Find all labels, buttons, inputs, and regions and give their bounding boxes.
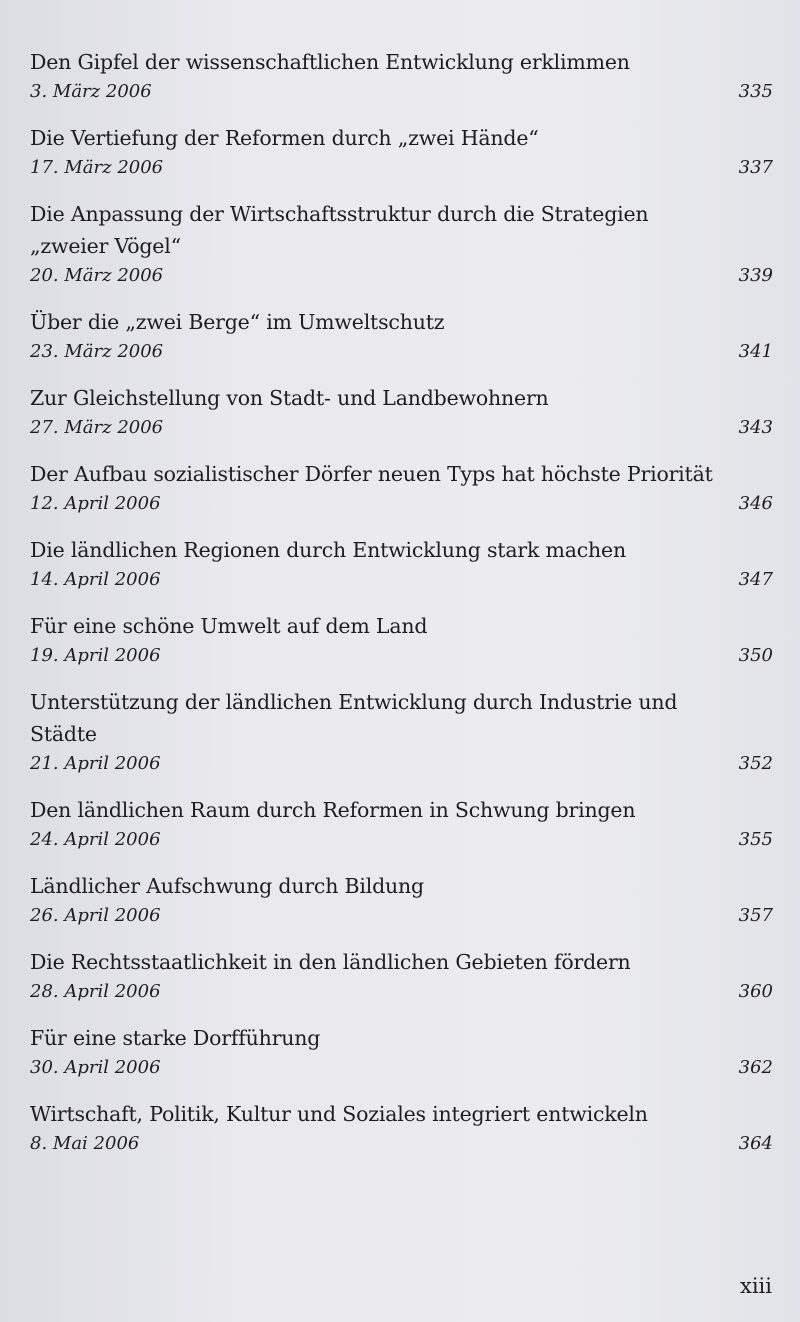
entry-page-number: 346: [738, 493, 773, 514]
toc-entry: [30, 794, 775, 854]
entry-title: Ländlicher Aufschwung durch Bildung: [30, 874, 424, 898]
table-of-contents: [30, 46, 775, 1174]
entry-title: Die Anpassung der Wirtschaftsstruktur durch die Strategien „zweier Vögel“: [30, 202, 649, 258]
entry-dateline: [30, 826, 775, 854]
entry-dateline: [30, 154, 775, 182]
toc-entry: [30, 382, 775, 442]
toc-entry: [30, 198, 775, 290]
entry-date: 30. April 2006: [30, 1057, 161, 1078]
entry-page-number: 341: [738, 341, 773, 362]
toc-entry: [30, 458, 775, 518]
entry-page-number: 347: [738, 569, 773, 590]
entry-dateline: [30, 902, 775, 930]
entry-title: Die Rechtsstaatlichkeit in den ländlichen Gebieten fördern: [30, 950, 631, 974]
entry-dateline: [30, 750, 775, 778]
entry-title: Für eine schöne Umwelt auf dem Land: [30, 614, 428, 638]
toc-entry: [30, 306, 775, 366]
entry-dateline: [30, 566, 775, 594]
entry-page-number: 343: [738, 417, 773, 438]
toc-entry: [30, 1022, 775, 1082]
entry-date: 24. April 2006: [30, 829, 161, 850]
page-folio: xiii: [740, 1274, 772, 1298]
toc-entry: [30, 610, 775, 670]
toc-entry: [30, 686, 775, 778]
entry-title: Wirtschaft, Politik, Kultur und Soziales integriert entwickeln: [30, 1102, 648, 1126]
entry-title: Für eine starke Dorfführung: [30, 1026, 321, 1050]
entry-dateline: [30, 338, 775, 366]
entry-dateline: [30, 642, 775, 670]
toc-entry: [30, 534, 775, 594]
entry-page-number: 357: [738, 905, 773, 926]
entry-title: Den ländlichen Raum durch Reformen in Schwung bringen: [30, 798, 636, 822]
entry-dateline: [30, 262, 775, 290]
entry-title: Die Vertiefung der Reformen durch „zwei Hände“: [30, 126, 539, 150]
entry-title: Der Aufbau sozialistischer Dörfer neuen Typs hat höchste Priorität: [30, 462, 713, 486]
entry-date: 26. April 2006: [30, 905, 161, 926]
entry-date: 27. März 2006: [30, 417, 164, 438]
toc-entry: [30, 46, 775, 106]
entry-title: Über die „zwei Berge“ im Umweltschutz: [30, 310, 445, 334]
entry-date: 3. März 2006: [30, 81, 152, 102]
entry-page-number: 335: [738, 81, 773, 102]
entry-dateline: [30, 490, 775, 518]
entry-page-number: 352: [738, 753, 773, 774]
entry-page-number: 355: [738, 829, 773, 850]
entry-date: 8. Mai 2006: [30, 1133, 140, 1154]
entry-title: Unterstützung der ländlichen Entwicklung durch Industrie und Städte: [30, 690, 678, 746]
entry-page-number: 339: [738, 265, 773, 286]
entry-date: 23. März 2006: [30, 341, 164, 362]
entry-dateline: [30, 1054, 775, 1082]
entry-dateline: [30, 414, 775, 442]
entry-date: 21. April 2006: [30, 753, 161, 774]
entry-date: 17. März 2006: [30, 157, 164, 178]
entry-dateline: [30, 78, 775, 106]
entry-date: 28. April 2006: [30, 981, 161, 1002]
entry-title: Zur Gleichstellung von Stadt- und Landbewohnern: [30, 386, 549, 410]
entry-dateline: [30, 978, 775, 1006]
entry-page-number: 360: [738, 981, 773, 1002]
entry-page-number: 364: [738, 1133, 773, 1154]
toc-entry: [30, 870, 775, 930]
entry-page-number: 362: [738, 1057, 773, 1078]
entry-dateline: [30, 1130, 775, 1158]
toc-entry: [30, 1098, 775, 1158]
toc-entry: [30, 122, 775, 182]
entry-date: 19. April 2006: [30, 645, 161, 666]
entry-page-number: 350: [738, 645, 773, 666]
entry-date: 14. April 2006: [30, 569, 161, 590]
toc-entry: [30, 946, 775, 1006]
entry-title: Den Gipfel der wissenschaftlichen Entwicklung erklimmen: [30, 50, 630, 74]
entry-page-number: 337: [738, 157, 773, 178]
entry-title: Die ländlichen Regionen durch Entwicklung stark machen: [30, 538, 626, 562]
entry-date: 12. April 2006: [30, 493, 161, 514]
entry-date: 20. März 2006: [30, 265, 164, 286]
